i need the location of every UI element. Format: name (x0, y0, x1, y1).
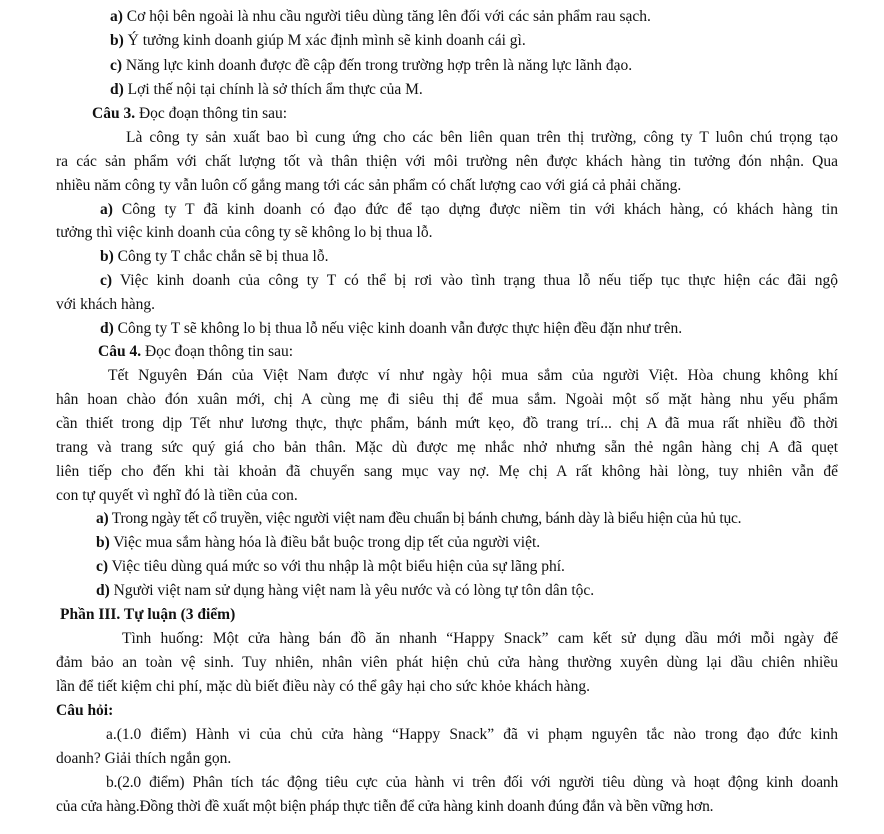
option-text: Người việt nam sử dụng hàng việt nam là yêu nước và có lòng tự tôn dân tộc. (113, 582, 595, 599)
q3-option-a (100, 199, 838, 221)
option-label: b) (110, 32, 124, 49)
q4-passage-line-5: liên tiếp cho đến khi tài khoản đã chuyển sang mục vay nợ. Mẹ chị A rất không hài lòng, tuy nhiên vẫn để (56, 463, 838, 480)
q2-option-a (110, 6, 651, 28)
option-label: a) (100, 201, 113, 218)
q4-passage-line-1: Tết Nguyên Đán của Việt Nam được ví như ngày hội mua sắm của người Việt. Hòa chung không khí (108, 367, 838, 384)
option-label: d) (110, 81, 124, 98)
option-label: c) (110, 57, 123, 74)
question-number: Câu 3. (92, 105, 136, 122)
option-text: Lợi thế nội tại chính là sở thích ẩm thực của M. (127, 81, 423, 98)
q2-option-d (110, 79, 423, 101)
option-label: b) (96, 534, 110, 551)
q4-heading (98, 341, 293, 363)
question-number: Câu 4. (98, 343, 142, 360)
q4-option-c (96, 556, 565, 578)
essay-question-b-cont: của cửa hàng.Đồng thời đề xuất một biện pháp thực tiễn để cửa hàng kinh doanh đúng đắn và bền vững hơn. (56, 798, 714, 815)
q4-passage-line-3: cần thiết trong dịp Tết như lương thực, thực phẩm, bánh mứt kẹo, đồ trang trí... chị A đã mua rất nhiều đồ thời (56, 415, 838, 432)
option-text: Việc kinh doanh của công ty T có thể bị rơi vào tình trạng thua lỗ nếu tiếp tục thực hiện các đãi ngộ (120, 272, 838, 289)
option-text: Ý tưởng kinh doanh giúp M xác định mình sẽ kinh doanh cái gì. (127, 32, 526, 49)
option-label: a) (110, 8, 123, 25)
q3-passage-line-1: Là công ty sản xuất bao bì cung ứng cho các bên liên quan trên thị trường, công ty T luôn chú trọng tạo (126, 129, 838, 146)
essay-question-a-cont: doanh? Giải thích ngắn gọn. (56, 750, 232, 767)
question-prompt: Đọc đoạn thông tin sau: (144, 343, 294, 360)
q4-option-b (96, 532, 540, 554)
q4-passage-line-6: con tự quyết vì nghĩ đó là tiền của con. (56, 487, 298, 504)
question-prompt: Đọc đoạn thông tin sau: (138, 105, 288, 122)
option-text: Việc tiêu dùng quá mức so với thu nhập là một biểu hiện của sự lãng phí. (111, 558, 565, 575)
option-label: c) (96, 558, 109, 575)
scenario-line-3: lần để tiết kiệm chi phí, mặc dù biết điều này có thể gây hại cho sức khỏe khách hàng. (56, 678, 590, 695)
option-text: Công ty T sẽ không lo bị thua lỗ nếu việc kinh doanh vẫn được thực hiện đều đặn như trên. (117, 320, 683, 337)
q4-option-d (96, 580, 594, 602)
option-text: Việc mua sắm hàng hóa là điều bắt buộc trong dịp tết của người việt. (113, 534, 541, 551)
option-label: d) (96, 582, 110, 599)
questions-heading: Câu hỏi: (56, 702, 114, 719)
scenario-line-1: Tình huống: Một cửa hàng bán đồ ăn nhanh “Happy Snack” cam kết sử dụng dầu mới mỗi ngày để (122, 630, 838, 647)
q2-option-c (110, 55, 632, 77)
essay-question-a: a.(1.0 điểm) Hành vi của chủ cửa hàng “Happy Snack” đã vi phạm nguyên tắc nào trong đạo đức kinh (106, 726, 838, 743)
option-label: d) (100, 320, 114, 337)
option-text: Công ty T đã kinh doanh có đạo đức để tạo dựng được niềm tin với khách hàng, có khách hàng tin (121, 201, 839, 218)
q3-option-b (100, 246, 328, 268)
q3-option-a-cont: tưởng thì việc kinh doanh của công ty sẽ không lo bị thua lỗ. (56, 224, 433, 241)
option-label: b) (100, 248, 114, 265)
option-text: Trong ngày tết cổ truyền, việc người việt nam đều chuẩn bị bánh chưng, bánh dày là biểu hiện của hủ tục. (111, 510, 742, 527)
q4-passage-line-4: trang và trang sức quý giá cho bản thân. Mặc dù được mẹ nhắc nhở nhưng sẵn thẻ ngân hàng chị A đã quẹt (56, 439, 838, 456)
option-text: Cơ hội bên ngoài là nhu cầu người tiêu dùng tăng lên đối với các sản phẩm rau sạch. (126, 8, 651, 25)
q2-option-b (110, 30, 526, 52)
essay-question-b: b.(2.0 điểm) Phân tích tác động tiêu cực của hành vi trên đối với người tiêu dùng và hoạt động kinh doanh (106, 774, 838, 791)
q3-option-d (100, 318, 682, 340)
q4-option-a (96, 508, 741, 530)
q3-heading (92, 103, 287, 125)
q3-passage-line-2: ra các sản phẩm với chất lượng tốt và thân thiện với môi trường nên được khách hàng tin tưởng đón nhận. Qua (56, 153, 838, 170)
q3-option-c (100, 270, 838, 292)
scenario-line-2: đảm bảo an toàn vệ sinh. Tuy nhiên, nhân viên phát hiện chủ cửa hàng thường xuyên dùng lại dầu chiên nhiều (56, 654, 838, 671)
q4-passage-line-2: hân hoan chào đón xuân mới, chị A cùng mẹ đi siêu thị để mua sắm. Ngoài một số mặt hàng nhu yếu phẩm (56, 391, 838, 408)
option-label: a) (96, 510, 109, 527)
option-text: Năng lực kinh doanh được đề cập đến trong trường hợp trên là năng lực lãnh đạo. (125, 57, 633, 74)
q3-option-c-cont: với khách hàng. (56, 296, 156, 313)
q3-passage-line-3: nhiều năm công ty vẫn luôn cố gắng mang tới các sản phẩm có chất lượng cao với giá cả phải chăng. (56, 177, 682, 194)
option-label: c) (100, 272, 113, 289)
part3-heading: Phần III. Tự luận (3 điểm) (60, 606, 236, 623)
option-text: Công ty T chắc chắn sẽ bị thua lỗ. (117, 248, 329, 265)
